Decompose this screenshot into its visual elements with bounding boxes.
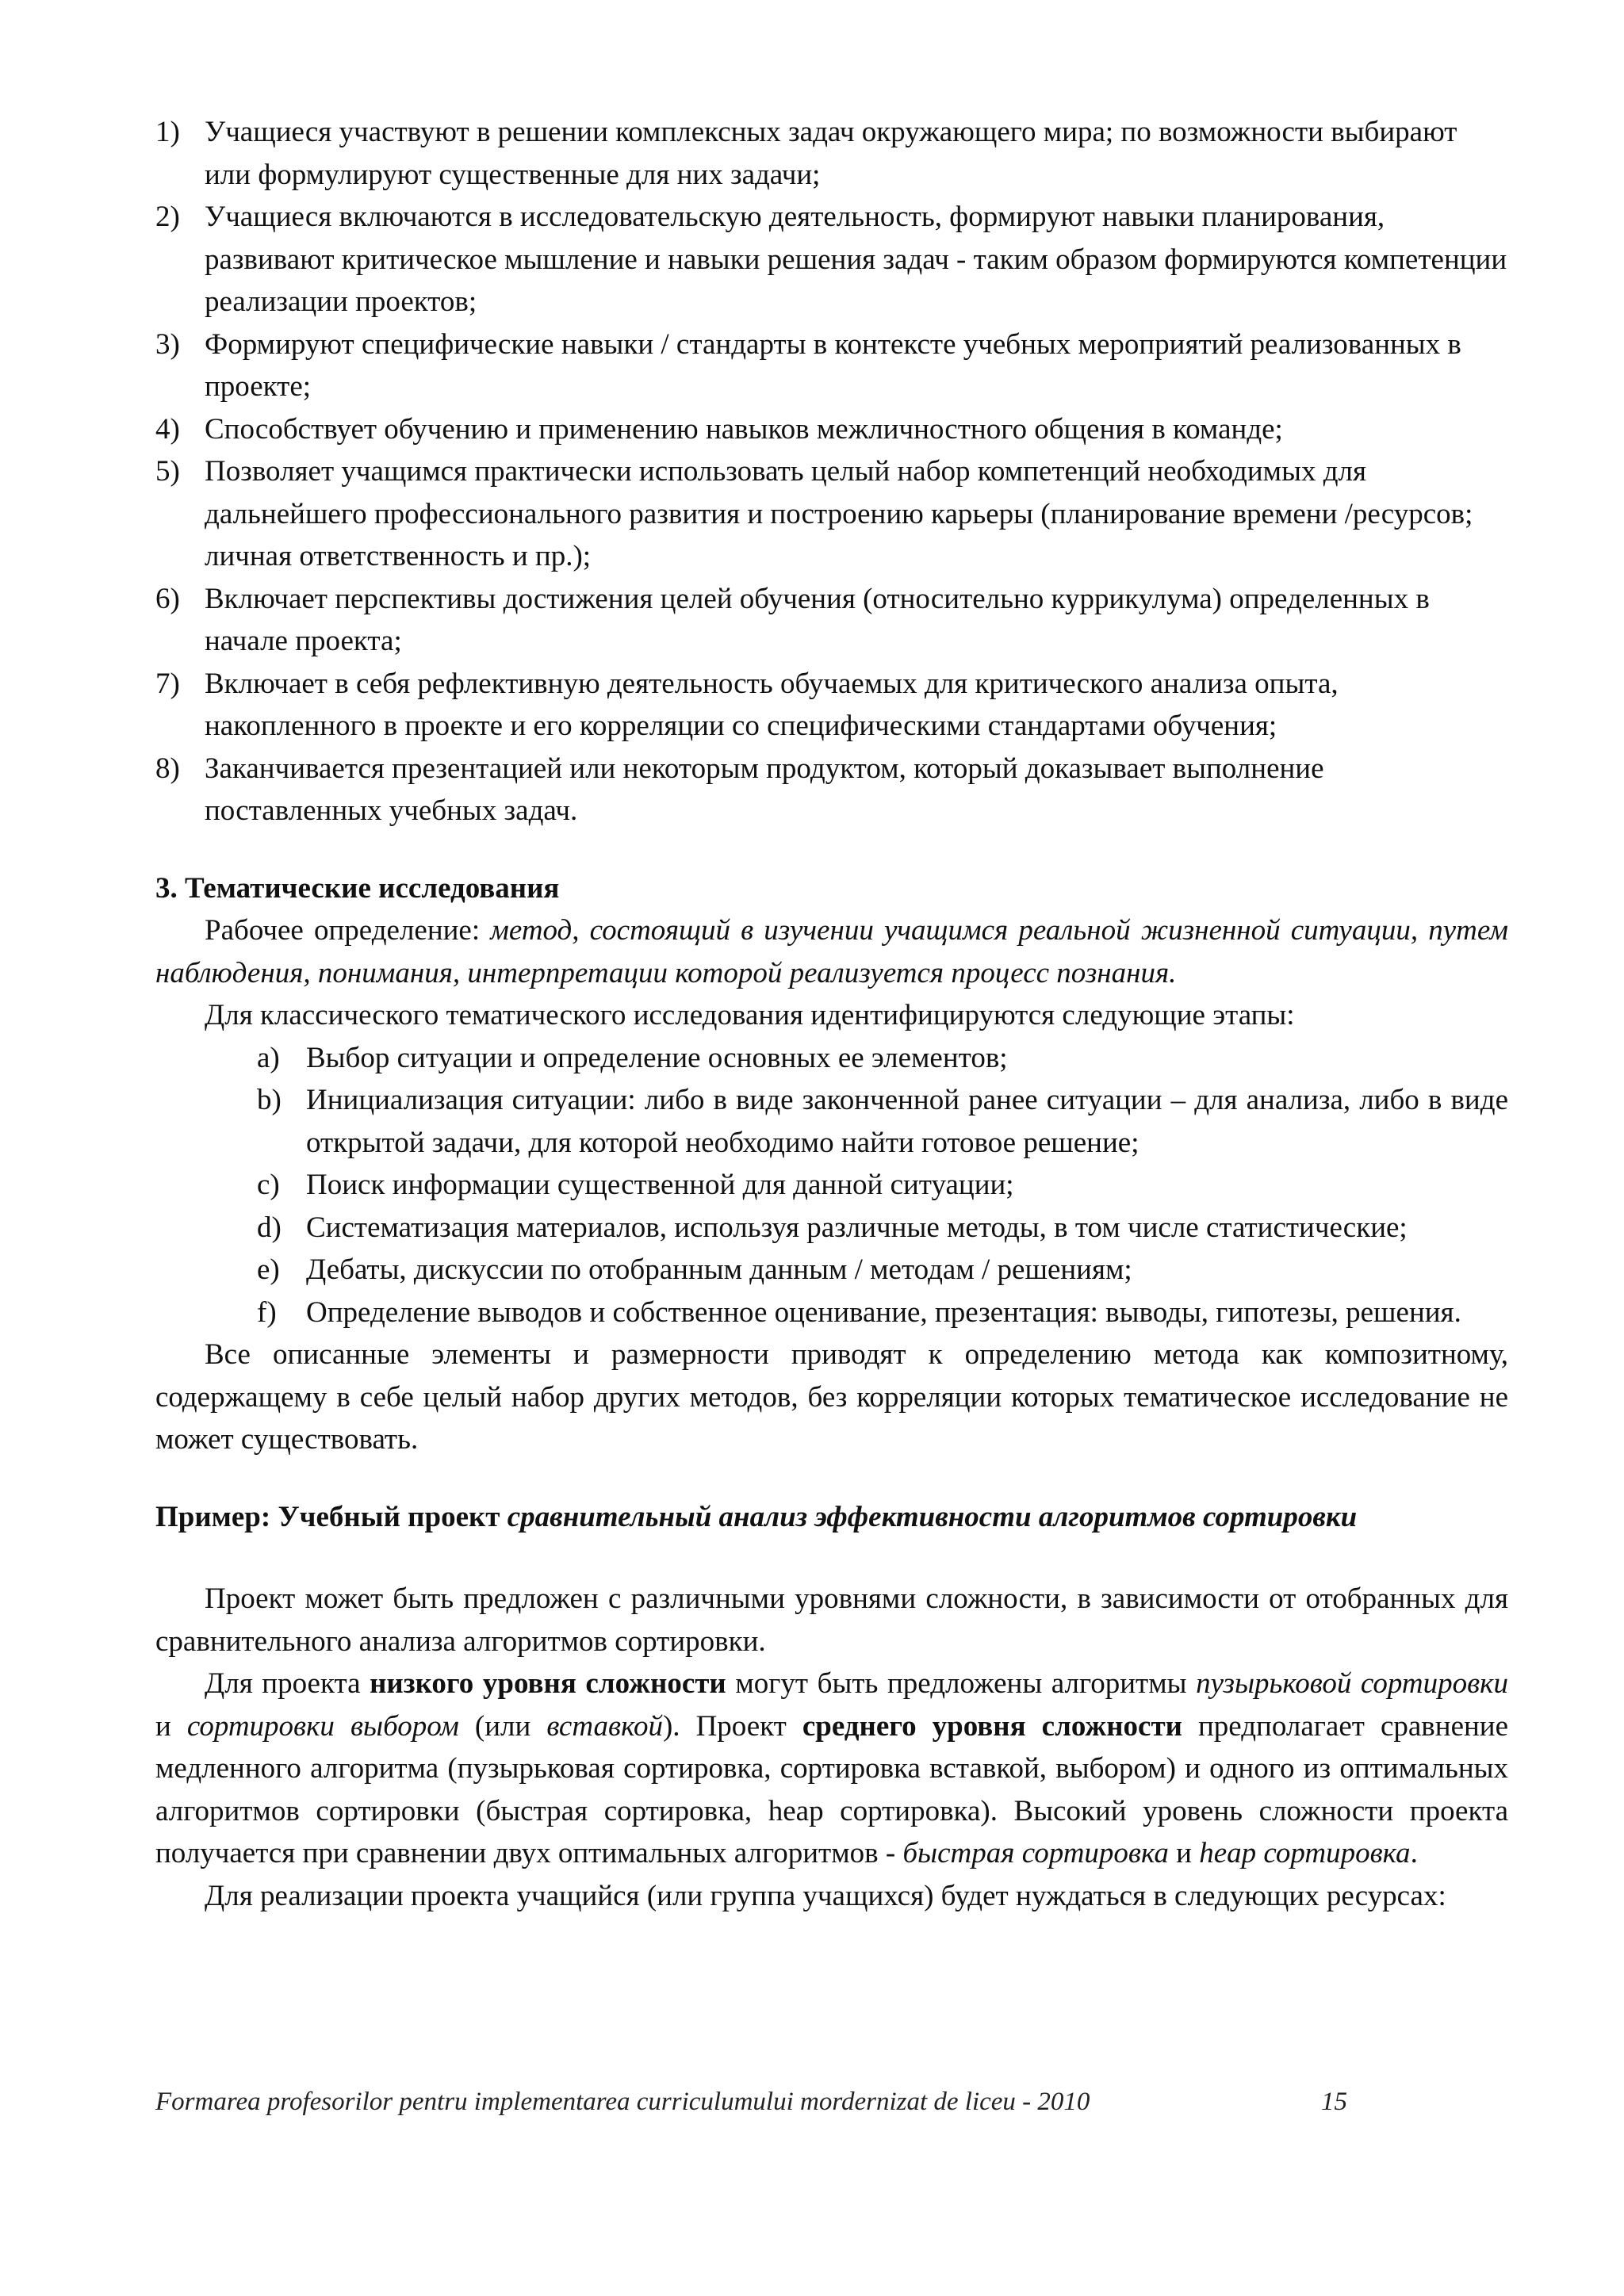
insertion-sort-term: вставкой	[546, 1709, 663, 1743]
stage-text: Систематизация материалов, используя различные методы, в том числе статистические;	[306, 1211, 1408, 1244]
list-item-text: Учащиеся включаются в исследовательскую деятельность, формируют навыки планирования, развивают критическое мышление и навыки решения задач - таким образом формируются компетенции реализации проектов;	[205, 201, 1507, 318]
list-item	[155, 663, 1508, 748]
list-item-number: 3)	[155, 327, 180, 361]
text-run: .	[1410, 1837, 1418, 1869]
example-title-lead: Пример: Учебный проект	[155, 1500, 508, 1533]
list-item-text: Заканчивается презентацией или некоторым продуктом, который доказывает выполнение поставленных учебных задач.	[205, 752, 1324, 827]
list-item-text: Способствует обучению и применению навыков межличностного общения в команде;	[205, 412, 1283, 446]
conclusion-paragraph: Все описанные элементы и размерности приводят к определению метода как композитному, содержащему в себе целый набор других методов, без корреляции которых тематическое исследование не может существовать.	[155, 1338, 1508, 1456]
stage-text: Поиск информации существенной для данной ситуации;	[306, 1169, 1014, 1201]
bubble-sort-term: пузырьковой сортировки	[1196, 1667, 1508, 1700]
stages-intro: Для классического тематического исследования идентифицируются следующие этапы:	[205, 999, 1295, 1031]
list-item-number: 6)	[155, 582, 180, 615]
list-item-text: Позволяет учащимся практически использовать целый набор компетенций необходимых для дальнейшего профессионального развития и построению карьеры (планирование времени /ресурсов; личная ответственность и пр.);	[205, 455, 1473, 572]
definition-lead: Рабочее определение:	[205, 914, 491, 947]
section-title: 3. Тематические исследования	[155, 871, 560, 905]
stage-item	[257, 1207, 1508, 1249]
stage-item	[257, 1037, 1508, 1080]
page-number: 15	[1321, 2087, 1347, 2116]
example-title	[155, 1496, 1508, 1539]
list-item-text: Учащиеся участвуют в решении комплексных задач окружающего мира; по возможности выбирают или формулируют существенные для них задачи;	[205, 116, 1457, 191]
example-paragraph-2	[155, 1663, 1508, 1875]
characteristics-list	[155, 111, 1508, 832]
stage-text: Выбор ситуации и определение основных ее элементов;	[306, 1041, 1008, 1074]
stages-list	[155, 1037, 1508, 1334]
list-item-text: Включает в себя рефлективную деятельность обучаемых для критического анализа опыта, накопленного в проекте и его корреляции со специфическими стандартами обучения;	[205, 667, 1339, 742]
stage-text: Дебаты, дискуссии по отобранным данным / методам / решениям;	[306, 1253, 1132, 1286]
definition-text: метод, состоящий в изучении учащимся реальной жизненной ситуации, путем наблюдения, понимания, интерпретации которой реализуется процесс познания.	[155, 914, 1508, 989]
page-footer	[155, 2087, 1347, 2117]
list-item-text: Включает перспективы достижения целей обучения (относительно куррикулума) определенных в начале проекта;	[205, 582, 1430, 657]
list-item-number: 7)	[155, 667, 180, 700]
text-run: предполагает сравнение медленного алгоритма (пузырьковая сортировка, сортировка вставкой, выбором) и одного из оптимальных алгоритмов сортировки (быстрая сортировка, heap сортировка). Высокий уровень сложности проекта получается при сравнении двух оптимальных алгоритмов -	[155, 1709, 1509, 1869]
definition-paragraph	[155, 909, 1508, 994]
example-paragraph-3: Для реализации проекта учащийся (или группа учащихся) будет нуждаться в следующих ресурсах:	[205, 1879, 1446, 1912]
list-item-number: 1)	[155, 116, 180, 148]
stage-letter: c)	[257, 1169, 280, 1201]
document-page	[155, 111, 1508, 1917]
list-item	[155, 111, 1508, 196]
stage-letter: d)	[257, 1211, 282, 1244]
list-item	[155, 408, 1508, 451]
heap-sort-term: heap сортировка	[1199, 1837, 1411, 1869]
list-item	[155, 578, 1508, 663]
footer-text: Formarea profesorilor pentru implementarea curriculumului mordernizat de liceu - 2010	[155, 2087, 1090, 2116]
stage-letter: e)	[257, 1253, 280, 1286]
text-run: и	[1168, 1837, 1200, 1869]
stage-item	[257, 1292, 1508, 1334]
low-complexity-term: низкого уровня сложности	[370, 1667, 726, 1700]
stage-letter: a)	[257, 1041, 280, 1074]
text-run: (или	[458, 1709, 547, 1743]
stage-item	[257, 1164, 1508, 1207]
list-item	[155, 450, 1508, 578]
list-item-number: 5)	[155, 455, 180, 488]
stage-text: Определение выводов и собственное оценивание, презентация: выводы, гипотезы, решения.	[306, 1295, 1461, 1329]
stage-item	[257, 1079, 1508, 1164]
list-item	[155, 196, 1508, 323]
list-item	[155, 323, 1508, 408]
text-run: ). Проект	[662, 1709, 802, 1743]
stage-item	[257, 1249, 1508, 1292]
text-run: Для проекта	[205, 1667, 370, 1700]
list-item-number: 2)	[155, 201, 180, 233]
quick-sort-term: быстрая сортировка	[902, 1837, 1169, 1869]
stage-letter: f)	[257, 1295, 277, 1329]
list-item-text: Формируют специфические навыки / стандарты в контексте учебных мероприятий реализованных в проекте;	[205, 327, 1461, 403]
medium-complexity-term: среднего уровня сложности	[802, 1709, 1182, 1743]
list-item	[155, 748, 1508, 832]
list-item-number: 8)	[155, 752, 180, 785]
text-run: и	[155, 1709, 187, 1743]
stage-text: Инициализация ситуации: либо в виде законченной ранее ситуации – для анализа, либо в виде открытой задачи, для которой необходимо найти готовое решение;	[306, 1084, 1508, 1159]
example-paragraph-1: Проект может быть предложен с различными уровнями сложности, в зависимости от отобранных для сравнительного анализа алгоритмов сортировки.	[155, 1582, 1508, 1658]
stage-letter: b)	[257, 1084, 282, 1116]
text-run: могут быть предложены алгоритмы	[726, 1667, 1197, 1700]
selection-sort-term: сортировки выбором	[186, 1709, 459, 1743]
example-title-topic: сравнительный анализ эффективности алгоритмов сортировки	[507, 1500, 1358, 1533]
list-item-number: 4)	[155, 412, 180, 446]
